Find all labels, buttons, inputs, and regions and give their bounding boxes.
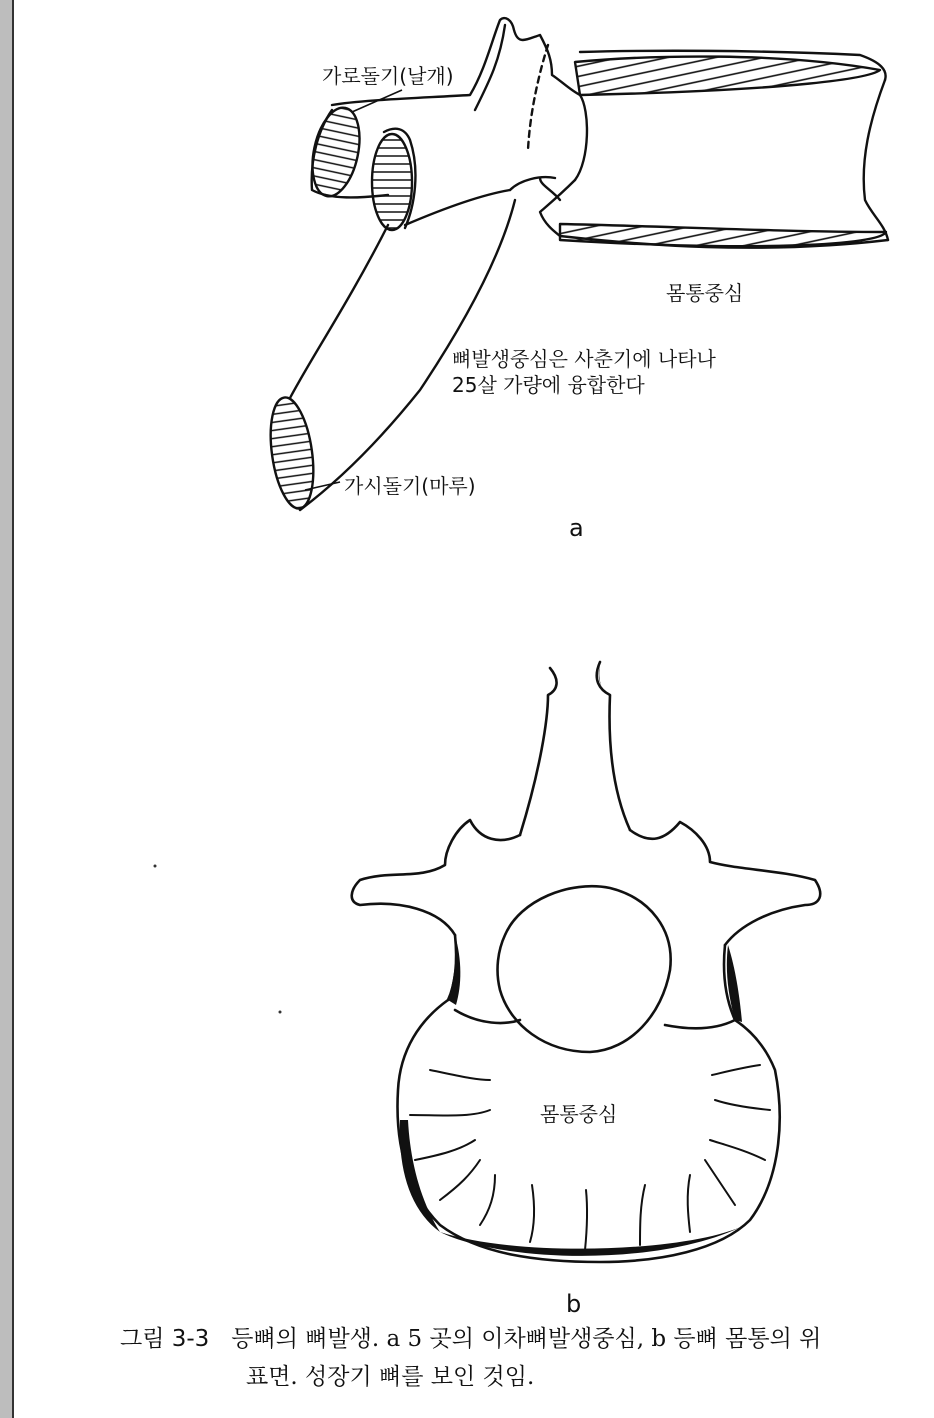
figure-a-epiphyses (264, 103, 412, 511)
figure-b-shading (400, 665, 745, 1256)
caption-prefix: 그림 (120, 1326, 165, 1352)
label-transverse-process: 가로돌기(날개) (322, 64, 454, 88)
caption-line-1 (120, 1320, 934, 1358)
label-note-line2: 25살 가량에 융합한다 (452, 373, 645, 397)
figure-b-drawing (352, 662, 820, 1262)
label-note-line1: 뼈발생중심은 사춘기에 나타나 (452, 347, 716, 371)
figure-b-specks (154, 865, 282, 1014)
caption-figure-number: 3-3 (171, 1326, 210, 1352)
figure-caption (120, 1320, 934, 1396)
caption-line-2: 표면. 성장기 뼈를 보인 것임. (246, 1364, 535, 1390)
label-body-center-b: 몸통중심 (540, 1102, 618, 1126)
label-body-center-a: 몸통중심 (666, 281, 744, 305)
panel-letter-b: b (566, 1290, 582, 1318)
label-spinous-process: 가시돌기(마루) (344, 474, 476, 498)
figure-a-drawing (290, 18, 888, 510)
caption-text-line1: 등뼈의 뼈발생. a 5 곳의 이차뼈발생중심, b 등뼈 몸통의 위 (231, 1326, 822, 1352)
panel-letter-a: a (569, 514, 584, 542)
